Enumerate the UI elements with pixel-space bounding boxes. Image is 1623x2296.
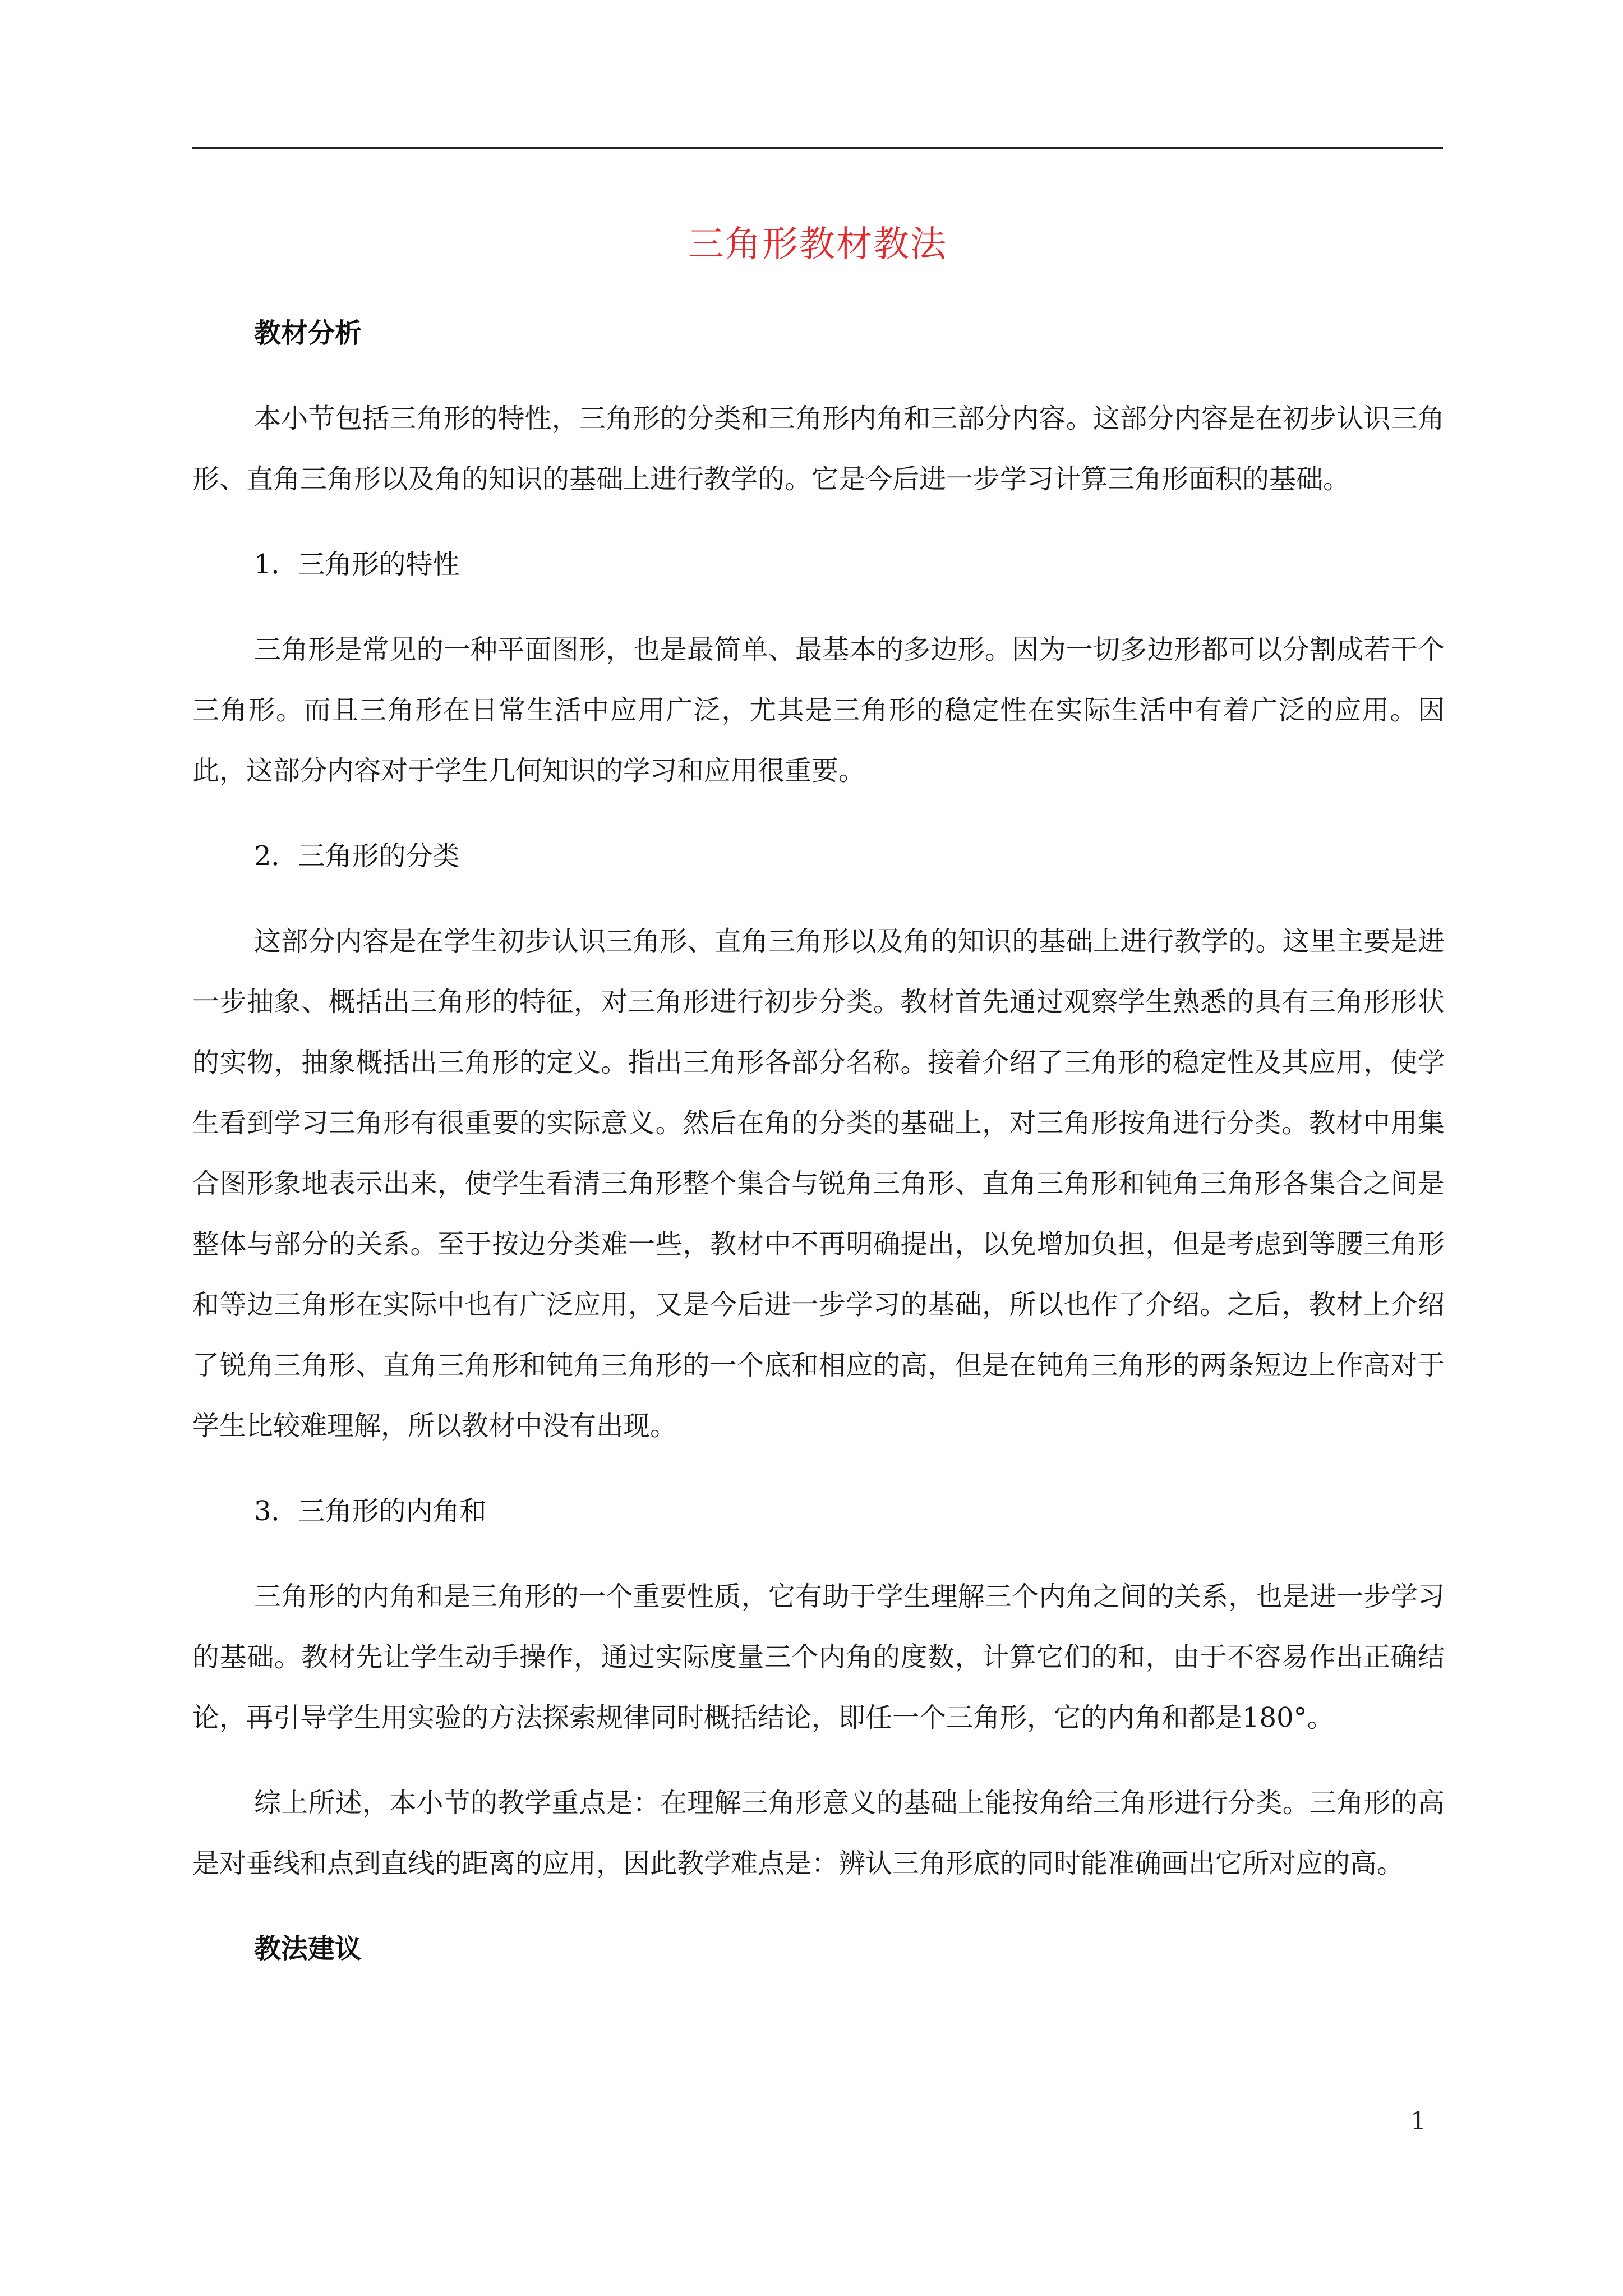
item-text-characteristics: 三角形是常见的一种平面图形，也是最简单、最基本的多边形。因为一切多边形都可以分割成若干个三角形。而且三角形在日常生活中应用广泛，尤其是三角形的稳定性在实际生活中有着广泛的应用。因此，这部分内容对于学生几何知识的学习和应用很重要。 [192, 634, 1445, 786]
section-heading-analysis: 教材分析 [254, 318, 362, 349]
page-number: 1 [1410, 2107, 1426, 2136]
section-summary: 综上所述，本小节的教学重点是：在理解三角形意义的基础上能按角给三角形进行分类。三角形的高是对垂线和点到直线的距离的应用，因此教学难点是：辨认三角形底的同时能准确画出它所对应的高。 [192, 1787, 1445, 1879]
section-heading-teaching-suggestions: 教法建议 [254, 1933, 362, 1964]
document-body [192, 303, 1445, 2004]
item-heading-classification: 2．三角形的分类 [254, 840, 460, 872]
item-text-classification: 这部分内容是在学生初步认识三角形、直角三角形以及角的知识的基础上进行教学的。这里主要是进一步抽象、概括出三角形的特征，对三角形进行初步分类。教材首先通过观察学生熟悉的具有三角形形状的实物，抽象概括出三角形的定义。指出三角形各部分名称。接着介绍了三角形的稳定性及其应用，使学生看到学习三角形有很重要的实际意义。然后在角的分类的基础上，对三角形按角进行分类。教材中用集合图形象地表示出来，使学生看清三角形整个集合与锐角三角形、直角三角形和钝角三角形各集合之间是整体与部分的关系。至于按边分类难一些，教材中不再明确提出，以免增加负担，但是考虑到等腰三角形和等边三角形在实际中也有广泛应用，又是今后进一步学习的基础，所以也作了介绍。之后，教材上介绍了锐角三角形、直角三角形和钝角三角形的一个底和相应的高，但是在钝角三角形的两条短边上作高对于学生比较难理解，所以教材中没有出现。 [192, 926, 1445, 1442]
item-text-angle-sum: 三角形的内角和是三角形的一个重要性质，它有助于学生理解三个内角之间的关系，也是进一步学习的基础。教材先让学生动手操作，通过实际度量三个内角的度数，计算它们的和，由于不容易作出正确结论，再引导学生用实验的方法探索规律同时概括结论，即任一个三角形，它的内角和都是180°。 [192, 1581, 1445, 1733]
page-title: 三角形教材教法 [688, 224, 947, 265]
header-rule [192, 147, 1443, 149]
item-heading-angle-sum: 3．三角形的内角和 [254, 1496, 487, 1527]
section-intro: 本小节包括三角形的特性，三角形的分类和三角形内角和三部分内容。这部分内容是在初步认识三角形、直角三角形以及角的知识的基础上进行教学的。它是今后进一步学习计算三角形面积的基础。 [192, 403, 1445, 495]
item-heading-characteristics: 1．三角形的特性 [254, 549, 460, 580]
